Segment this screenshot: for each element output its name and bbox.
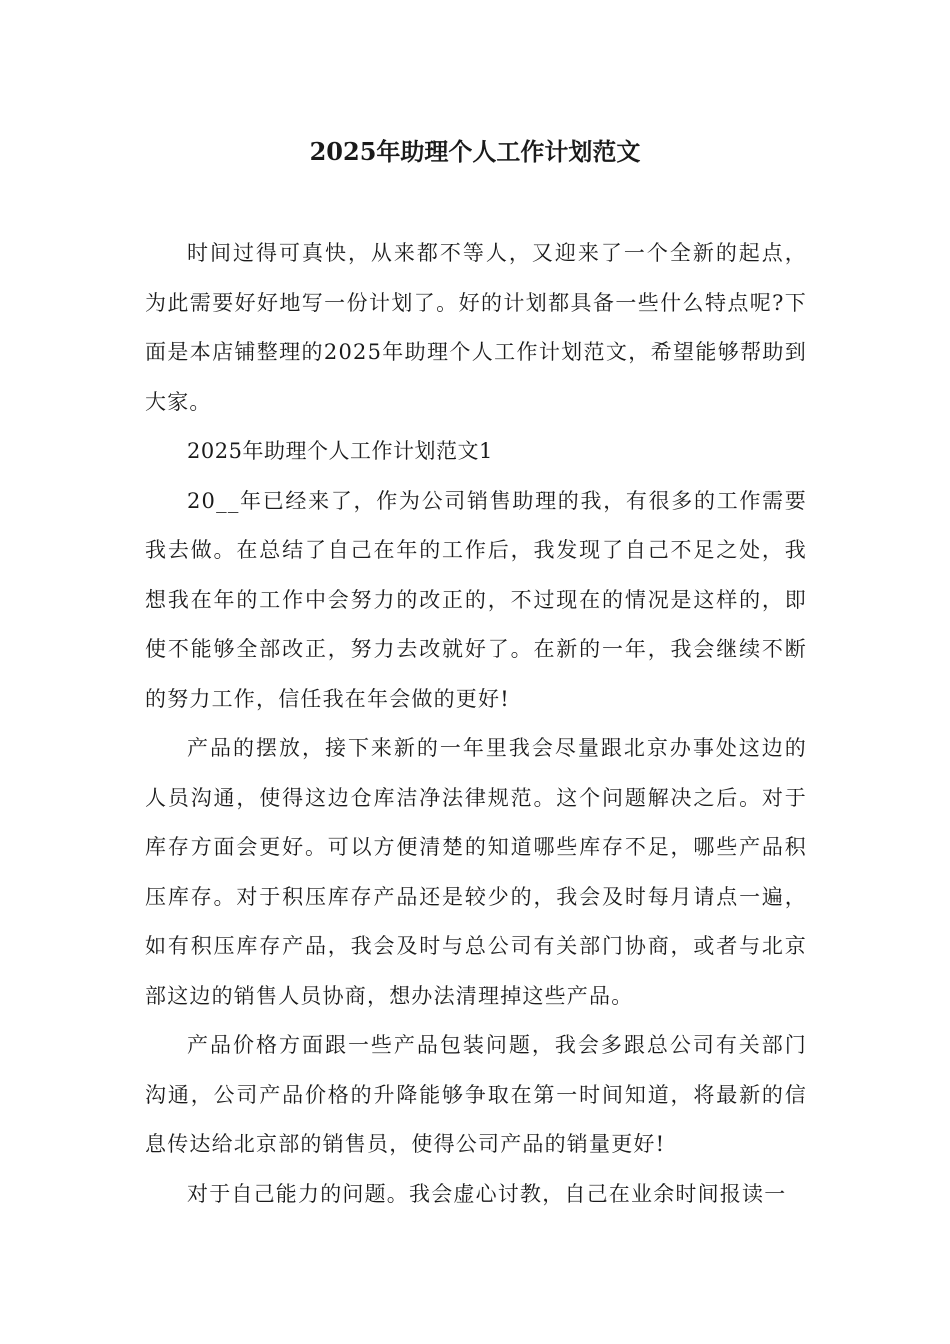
section-heading: 2025年助理个人工作计划范文1: [187, 439, 493, 463]
body-paragraph: 对于自己能力的问题。我会虚心讨教，自己在业余时间报读一: [187, 1181, 787, 1206]
body-paragraph: 产品价格方面跟一些产品包装问题，我会多跟总公司有关部门沟通，公司产品价格的升降能够争取在第一时间知道，将最新的信息传达给北京部的销售员，使得公司产品的销量更好!: [145, 1033, 807, 1156]
intro-paragraph: 时间过得可真快，从来都不等人，又迎来了一个全新的起点，为此需要好好地写一份计划了。好的计划都具备一些什么特点呢?下面是本店铺整理的2025年助理个人工作计划范文，希望能够帮助到大家。: [145, 241, 807, 414]
document-body: [145, 229, 807, 1219]
body-paragraph: 20__年已经来了，作为公司销售助理的我，有很多的工作需要我去做。在总结了自己在年的工作后，我发现了自己不足之处，我想我在年的工作中会努力的改正的，不过现在的情况是这样的，即使不能够全部改正，努力去改就好了。在新的一年，我会继续不断的努力工作，信任我在年会做的更好!: [145, 488, 807, 711]
body-paragraph: 产品的摆放，接下来新的一年里我会尽量跟北京办事处这边的人员沟通，使得这边仓库洁净法律规范。这个问题解决之后。对于库存方面会更好。可以方便清楚的知道哪些库存不足，哪些产品积压库存。对于积压库存产品还是较少的，我会及时每月请点一遍，如有积压库存产品，我会及时与总公司有关部门协商，或者与北京部这边的销售人员协商，想办法清理掉这些产品。: [145, 736, 807, 1008]
document-title: 2025年助理个人工作计划范文: [309, 137, 641, 166]
